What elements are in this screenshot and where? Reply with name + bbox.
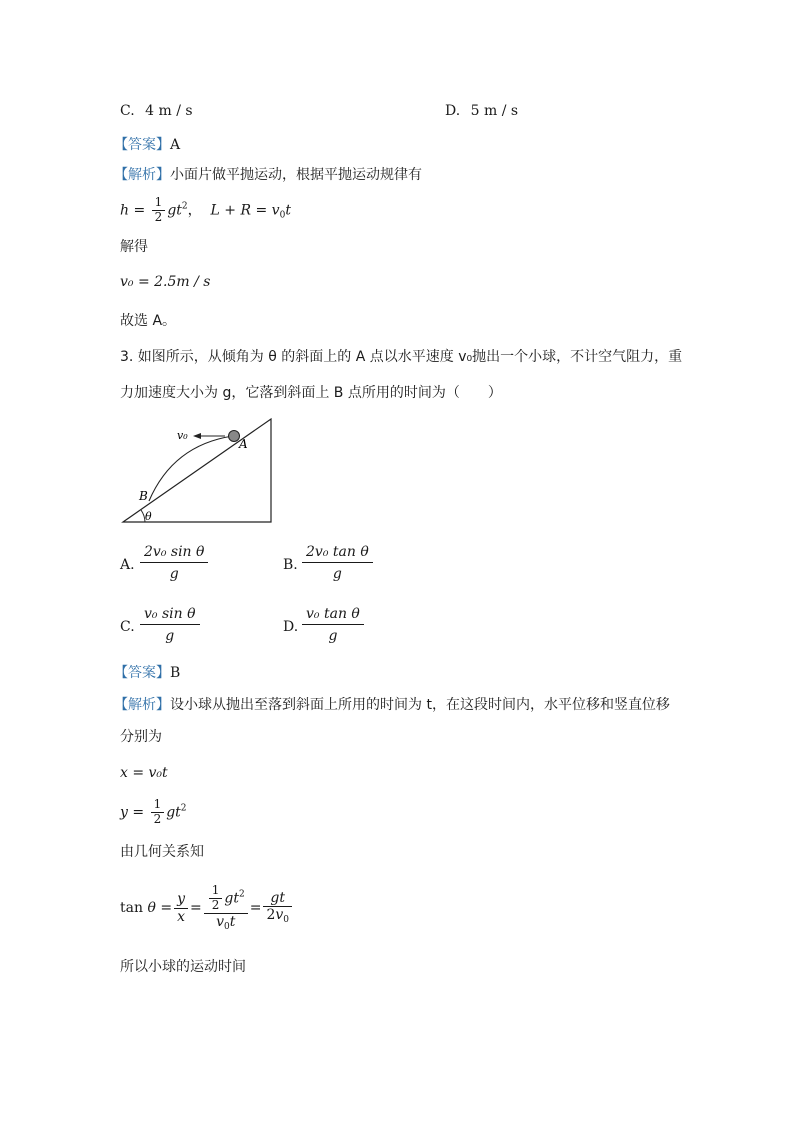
final-text: 所以小球的运动时间: [120, 959, 246, 975]
q3-stem-line1: 3. 如图所示，从倾角为 θ 的斜面上的 A 点以水平速度 v₀抛出一个小球，不计空气阻力，重: [120, 349, 683, 365]
option-a-numerator: 2v₀ sin θ: [140, 545, 208, 563]
option-d2-denominator: g: [328, 628, 338, 644]
option-d-label: D.: [445, 103, 461, 119]
solve-word: 解得: [120, 239, 148, 255]
theta-label: θ: [145, 510, 152, 523]
q2-answer: [114, 138, 180, 152]
equation-x: x = v₀t: [120, 765, 168, 781]
option-c2-denominator: g: [165, 628, 175, 644]
q3-answer: [114, 666, 180, 680]
equation-tan: tan θ = $\frac{y}{x}$ = $\frac{1}{2}$ $gt^2$ $v_0t$ = $\frac{gt}{2v_0}$: [120, 878, 294, 938]
point-a-label: A: [239, 437, 248, 451]
q2-analysis: [114, 168, 422, 182]
geometry-text: 由几何关系知: [120, 844, 204, 860]
option-d: [445, 104, 518, 118]
q3-stem-line2: 力加速度大小为 g，它落到斜面上 B 点所用的时间为（ ）: [120, 385, 502, 401]
option-d2-numerator: v₀ tan θ: [302, 607, 364, 625]
trajectory-curve: [149, 436, 233, 501]
answer-tag: 【答案】: [114, 137, 170, 153]
ball-icon: [229, 431, 240, 442]
option-b-fraction: [302, 545, 373, 581]
option-d2-fraction: [302, 607, 364, 643]
v0-label: v₀: [177, 429, 188, 442]
analysis-line1: 设小球从抛出至落到斜面上所用的时间为 t，在这段时间内，水平位移和竖直位移: [170, 697, 670, 713]
option-b-label: B.: [283, 557, 298, 573]
arrow-head-icon: [193, 433, 201, 439]
answer-tag: 【答案】: [114, 665, 170, 681]
option-a-fraction: [140, 545, 208, 581]
option-c: [120, 104, 193, 118]
option-a-denominator: g: [169, 566, 179, 582]
equation-y: y = $\frac{1}{2}$ $gt^2$: [120, 797, 187, 826]
result-v0: v₀ = 2.5m / s: [120, 274, 211, 290]
option-a-label: A.: [120, 557, 135, 573]
equation-h: h = $\frac{1}{2}$ $gt^2$， $L + R = v_0t$: [120, 195, 291, 224]
option-c-label: C.: [120, 103, 135, 119]
analysis-tag: 【解析】: [114, 697, 170, 713]
option-d2-label: D.: [283, 619, 299, 635]
option-c2-label: C.: [120, 619, 135, 635]
option-b-denominator: g: [332, 566, 342, 582]
analysis-line2: 分别为: [120, 729, 162, 745]
option-c2-fraction: [140, 607, 200, 643]
analysis-text: 小面片做平抛运动，根据平抛运动规律有: [170, 167, 422, 183]
option-c2-numerator: v₀ sin θ: [140, 607, 200, 625]
answer-value: B: [170, 665, 181, 681]
point-b-label: B: [139, 489, 148, 503]
option-c-value: 4 m / s: [145, 103, 193, 119]
analysis-tag: 【解析】: [114, 167, 170, 183]
option-b-numerator: 2v₀ tan θ: [302, 545, 373, 563]
incline-figure: [115, 415, 285, 530]
q3-analysis: [114, 698, 670, 712]
option-d-value: 5 m / s: [470, 103, 519, 119]
answer-value: A: [170, 137, 181, 153]
incline-triangle: [123, 419, 271, 522]
q2-conclusion: 故选 A。: [120, 313, 177, 329]
